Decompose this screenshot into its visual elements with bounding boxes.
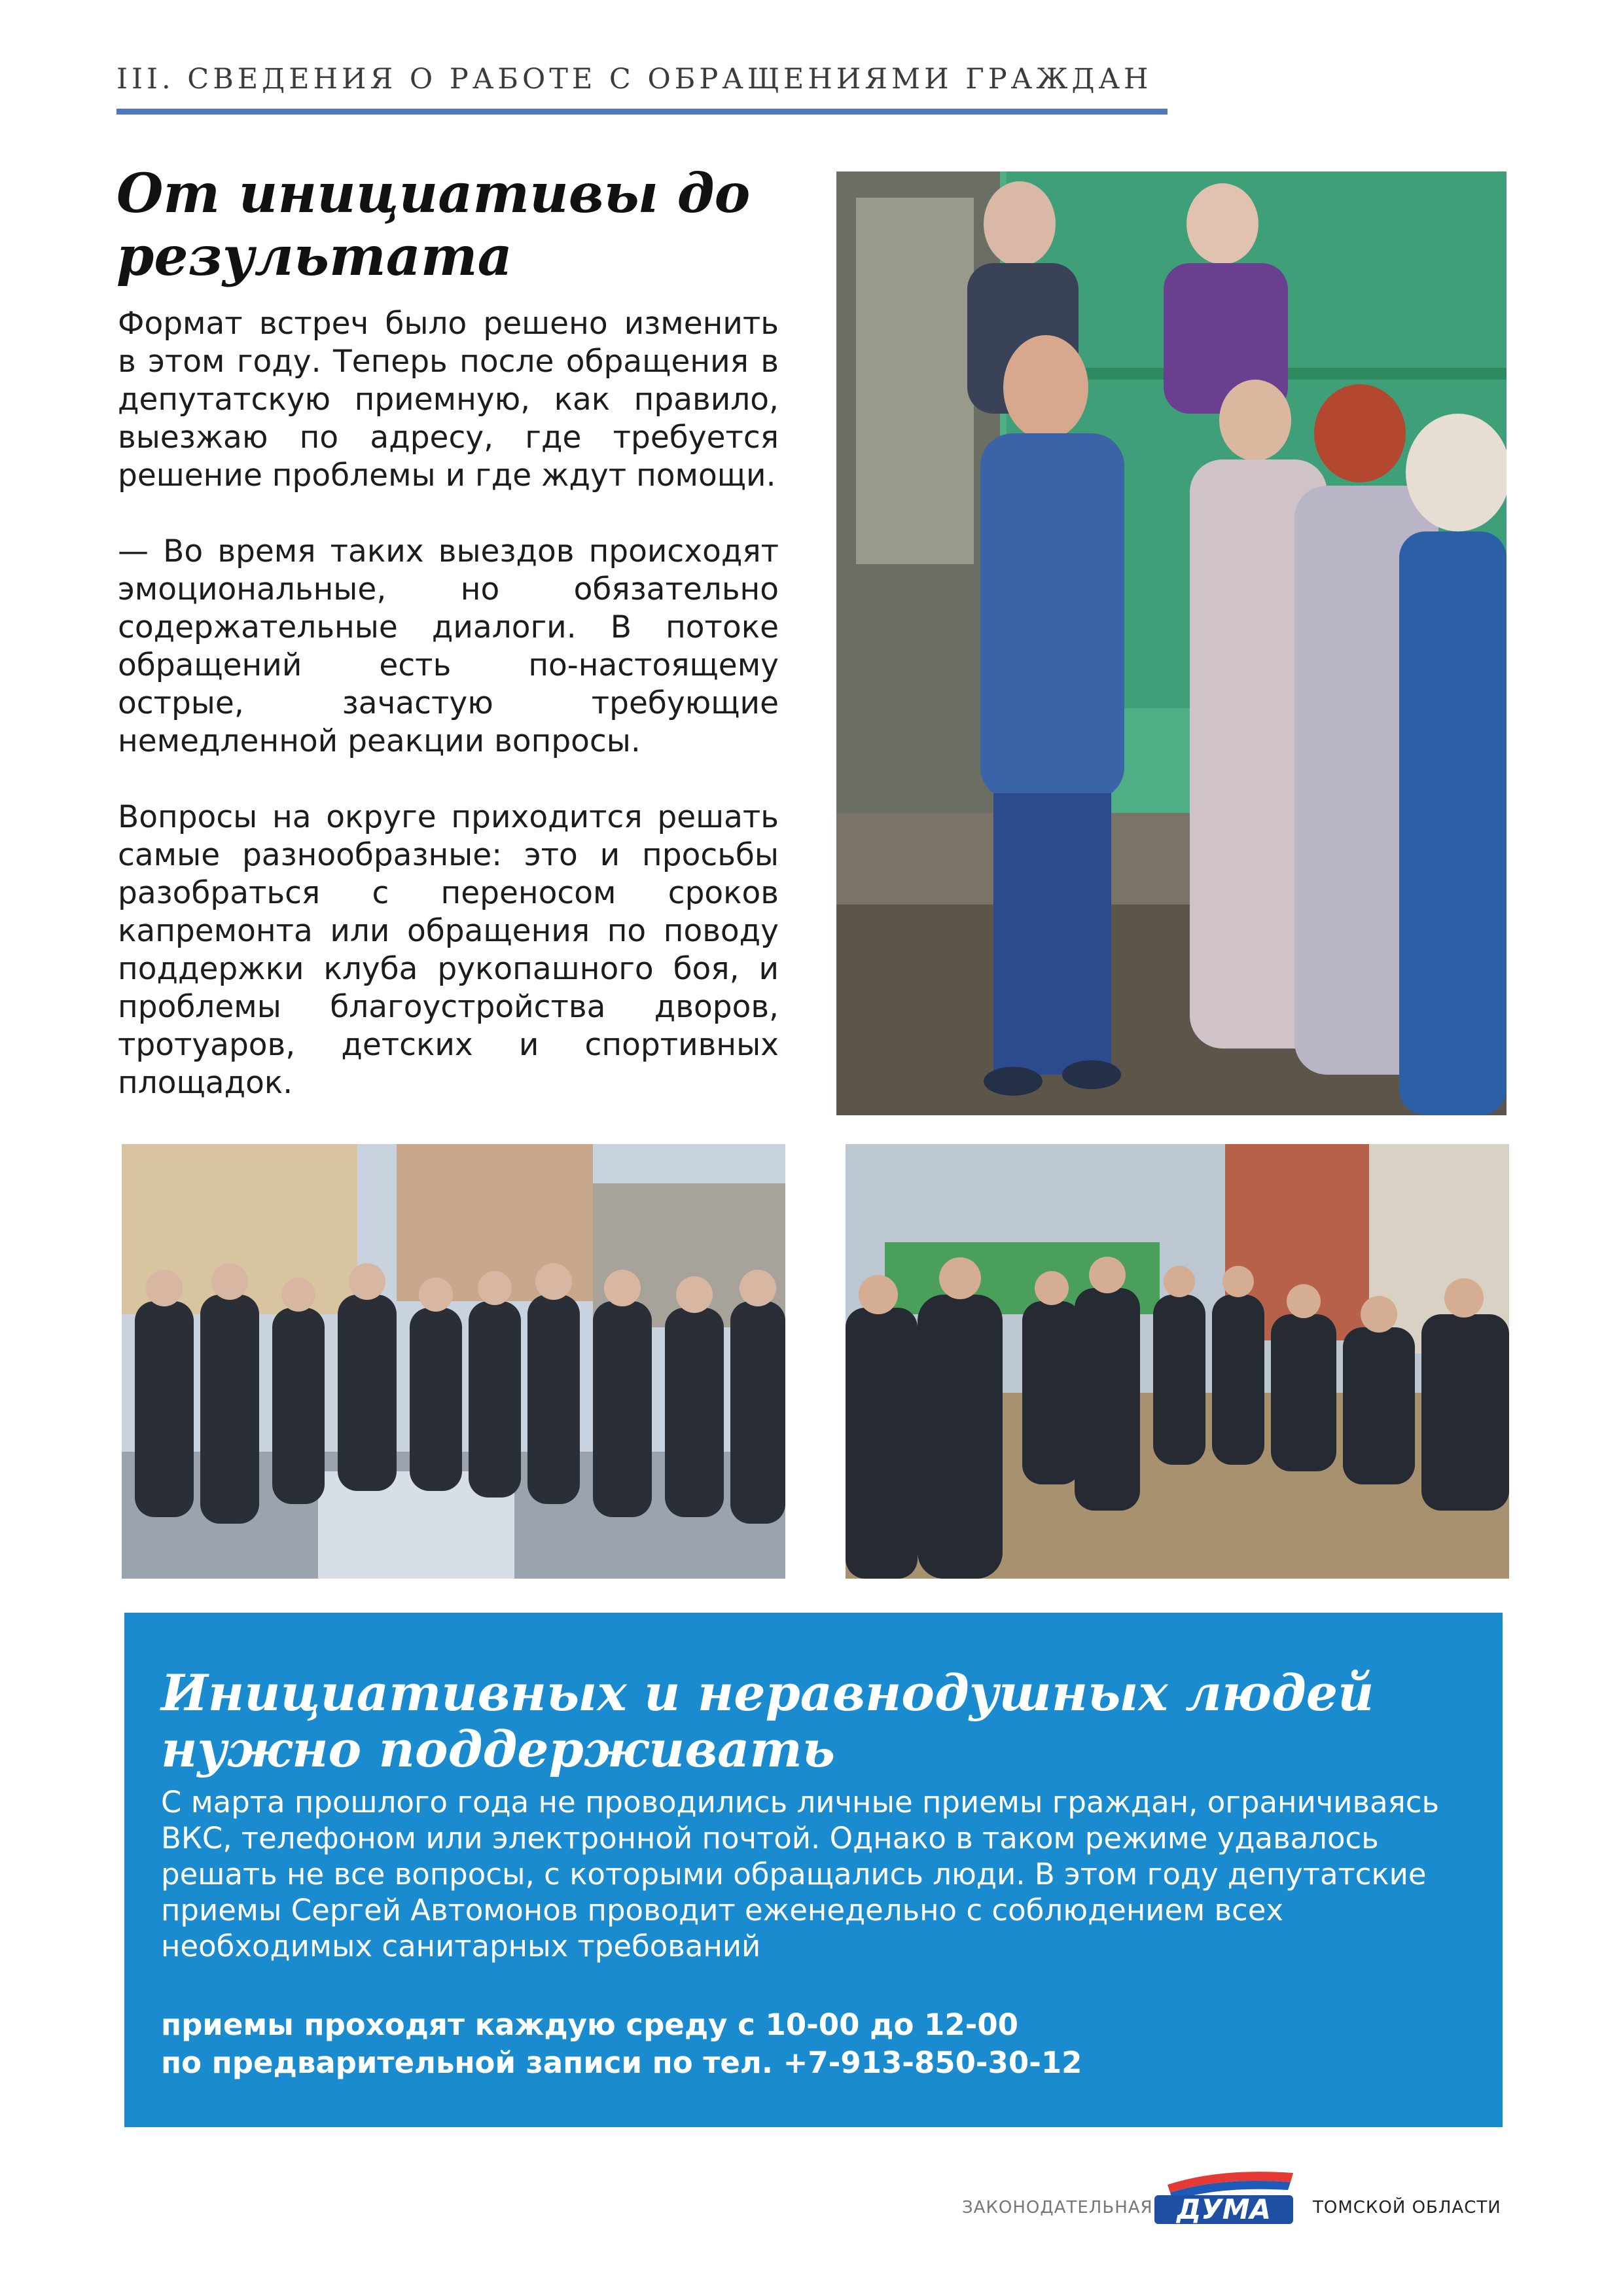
schedule-line-2: по предварительной записи по тел. +7-913-850-30-12 — [161, 2045, 1082, 2080]
photo-meeting-entrance — [836, 171, 1507, 1115]
duma-logo — [1148, 2168, 1298, 2227]
footer-left-text: ЗАКОНОДАТЕЛЬНАЯ — [962, 2198, 1153, 2217]
callout-schedule — [161, 2006, 1467, 2082]
section-header: III. СВЕДЕНИЯ О РАБОТЕ С ОБРАЩЕНИЯМИ ГРАЖДАН — [116, 63, 1152, 96]
photo-meeting-playground — [846, 1144, 1509, 1579]
callout-title: Инициативных и неравнодушных людей нужно поддерживать — [161, 1664, 1374, 1778]
article-paragraph-3: Вопросы на округе приходится решать самые разнообразные: это и просьбы разобраться с переносом сроков капремонта или обращения по поводу поддержки клуба рукопашного боя, и проблемы благоустройства дворов, тротуаров, детских и спортивных площадок. — [118, 799, 779, 1101]
callout-text: С марта прошлого года не проводились личные приемы граждан, ограничиваясь ВКС, телефоном или электронной почтой. Однако в таком режиме удавалось решать не все вопросы, с которыми обращались люди. В этом году депутатские приемы Сергей Автомонов проводит еженедельно с соблюдением всех необходимых санитарных требований — [161, 1785, 1439, 1964]
article-title: От инициативы до результата — [116, 162, 751, 288]
article-paragraph-1: Формат встреч было решено изменить в этом году. Теперь после обращения в депутатскую приемную, как правило, выезжаю по адресу, где требуется решение проблемы и где ждут помощи. — [118, 306, 779, 493]
footer — [962, 2168, 1499, 2233]
photo-meeting-courtyard-winter — [122, 1144, 785, 1579]
logo-text: ДУМА — [1176, 2193, 1272, 2225]
schedule-line-1: приемы проходят каждую среду с 10-00 до 12-00 — [161, 2007, 1018, 2042]
article-paragraph-2: — Во время таких выездов происходят эмоциональные, но обязательно содержательные диалоги. В потоке обращений есть по-настоящему острые, зачастую требующие немедленной реакции вопросы. — [118, 533, 779, 759]
header-divider — [116, 109, 1168, 115]
footer-right-text: ТОМСКОЙ ОБЛАСТИ — [1313, 2198, 1501, 2217]
article-body — [118, 305, 779, 1102]
callout-box — [124, 1613, 1503, 2127]
